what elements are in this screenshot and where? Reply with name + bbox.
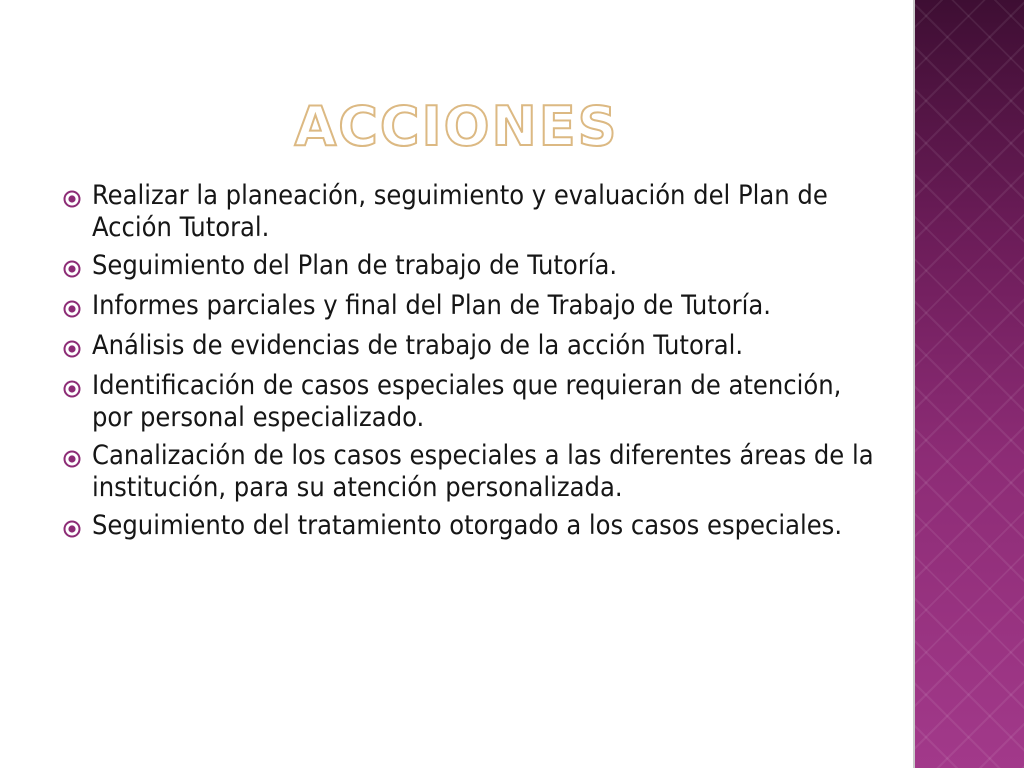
bullet-list bbox=[62, 180, 882, 550]
list-item-text: Seguimiento del tratamiento otorgado a los casos especiales. bbox=[92, 510, 843, 541]
side-band-border bbox=[913, 0, 915, 768]
list-item-text: Análisis de evidencias de trabajo de la acción Tutoral. bbox=[92, 330, 744, 361]
circled-dot-icon bbox=[62, 514, 92, 544]
list-item bbox=[62, 440, 882, 504]
list-item bbox=[62, 290, 882, 324]
list-item bbox=[62, 370, 882, 434]
slide-title: ACCIONES bbox=[294, 95, 619, 158]
list-item-text: Informes parciales y final del Plan de Trabajo de Tutoría. bbox=[92, 290, 771, 321]
list-item bbox=[62, 250, 882, 284]
circled-dot-icon bbox=[62, 184, 92, 214]
list-item-text: Identificación de casos especiales que requieran de atención, por personal especializado. bbox=[92, 370, 842, 433]
circled-dot-icon bbox=[62, 444, 92, 474]
list-item bbox=[62, 180, 882, 244]
circled-dot-icon bbox=[62, 374, 92, 404]
circled-dot-icon bbox=[62, 254, 92, 284]
list-item bbox=[62, 510, 882, 544]
list-item-text: Canalización de los casos especiales a las diferentes áreas de la institución, para su atención personalizada. bbox=[92, 440, 874, 503]
circled-dot-icon bbox=[62, 294, 92, 324]
decorative-side-band bbox=[913, 0, 1024, 768]
list-item-text: Seguimiento del Plan de trabajo de Tutoría. bbox=[92, 250, 618, 281]
circled-dot-icon bbox=[62, 334, 92, 364]
list-item-text: Realizar la planeación, seguimiento y evaluación del Plan de Acción Tutoral. bbox=[92, 180, 828, 243]
list-item bbox=[62, 330, 882, 364]
